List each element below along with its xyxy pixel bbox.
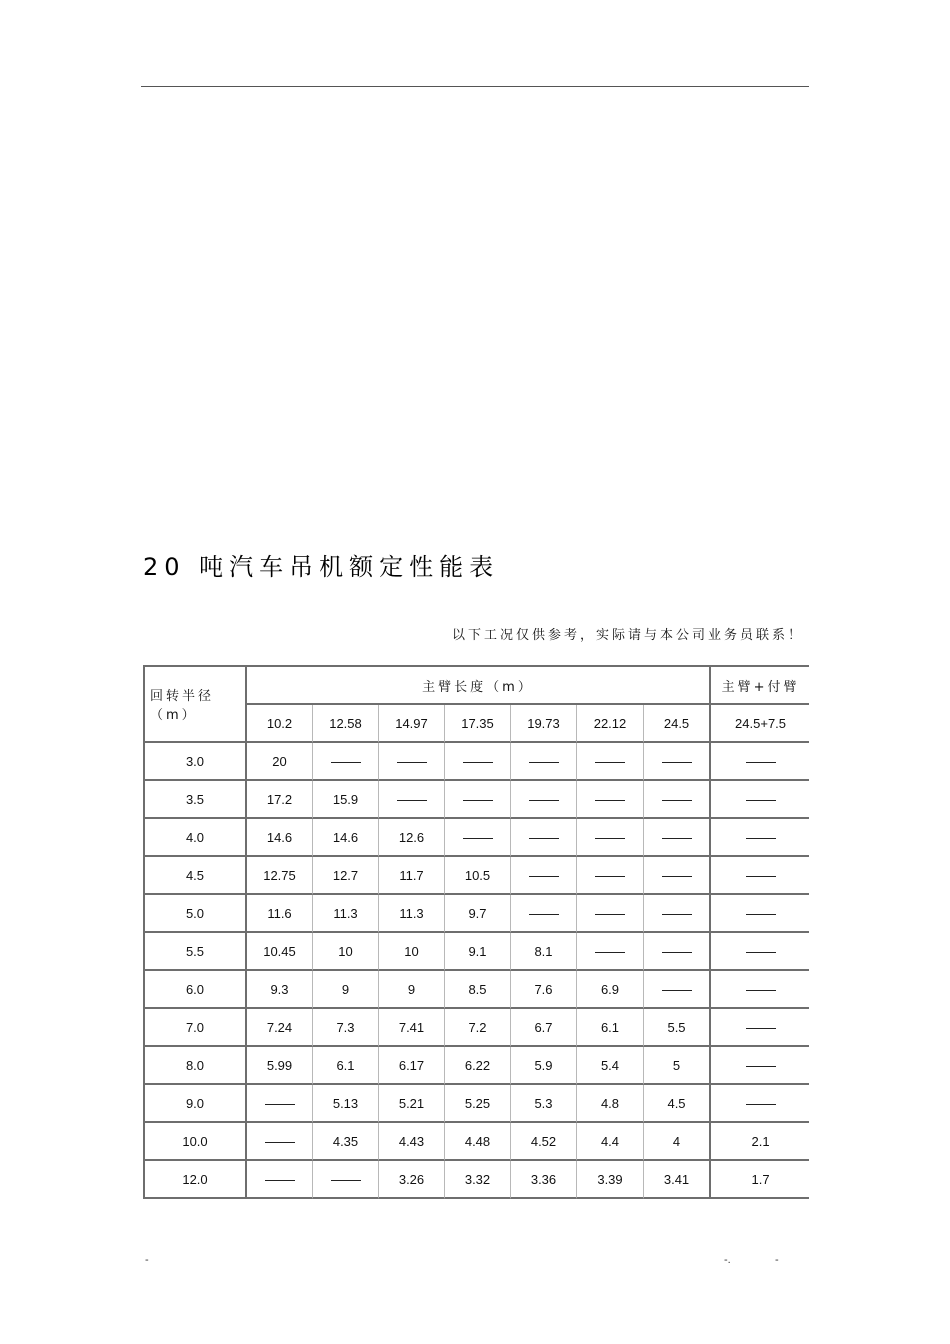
boom-length-header-2: 14.97 — [379, 705, 445, 743]
table-row — [143, 1085, 809, 1123]
capacity-cell: 6.9 — [577, 971, 644, 1009]
capacity-cell: 9.3 — [247, 971, 313, 1009]
capacity-cell: 15.9 — [313, 781, 379, 819]
no-capacity-cell — [711, 781, 809, 819]
capacity-cell: 10.5 — [445, 857, 511, 895]
capacity-cell: 5 — [644, 1047, 711, 1085]
radius-cell: 4.0 — [143, 819, 247, 857]
no-capacity-cell — [247, 1161, 313, 1199]
capacity-cell: 2.1 — [711, 1123, 809, 1161]
no-capacity-cell — [511, 895, 577, 933]
capacity-cell: 4.48 — [445, 1123, 511, 1161]
capacity-cell: 4.5 — [644, 1085, 711, 1123]
capacity-cell: 10 — [379, 933, 445, 971]
no-capacity-cell — [644, 857, 711, 895]
dash-mark — [746, 876, 776, 877]
capacity-cell: 6.1 — [313, 1047, 379, 1085]
capacity-cell: 4.35 — [313, 1123, 379, 1161]
no-capacity-cell — [577, 743, 644, 781]
table-row — [143, 781, 809, 819]
no-capacity-cell — [644, 971, 711, 1009]
radius-cell: 12.0 — [143, 1161, 247, 1199]
capacity-cell: 4.4 — [577, 1123, 644, 1161]
radius-cell: 3.5 — [143, 781, 247, 819]
footer-mark-left: - — [145, 1254, 149, 1266]
no-capacity-cell — [711, 1085, 809, 1123]
table-row — [143, 857, 809, 895]
disclaimer-note: 以下工况仅供参考，实际请与本公司业务员联系！ — [451, 628, 804, 643]
radius-cell: 7.0 — [143, 1009, 247, 1047]
table-header-row-1 — [143, 665, 809, 705]
dash-mark — [529, 876, 559, 877]
no-capacity-cell — [379, 743, 445, 781]
capacity-cell: 7.6 — [511, 971, 577, 1009]
capacity-cell: 4.52 — [511, 1123, 577, 1161]
capacity-cell: 7.2 — [445, 1009, 511, 1047]
dash-mark — [746, 1104, 776, 1105]
no-capacity-cell — [577, 895, 644, 933]
footer-mark-right-b: - — [775, 1254, 779, 1266]
no-capacity-cell — [644, 895, 711, 933]
no-capacity-cell — [711, 971, 809, 1009]
capacity-cell: 9 — [313, 971, 379, 1009]
capacity-cell: 4.43 — [379, 1123, 445, 1161]
performance-table — [143, 665, 809, 1199]
capacity-cell: 5.21 — [379, 1085, 445, 1123]
table-row — [143, 895, 809, 933]
capacity-cell: 5.99 — [247, 1047, 313, 1085]
radius-cell: 5.0 — [143, 895, 247, 933]
dash-mark — [529, 914, 559, 915]
dash-mark — [529, 762, 559, 763]
no-capacity-cell — [313, 743, 379, 781]
capacity-cell: 3.32 — [445, 1161, 511, 1199]
boom-length-group-header: 主臂长度（m） — [247, 665, 711, 705]
boom-length-header-5: 22.12 — [577, 705, 644, 743]
dash-mark — [746, 952, 776, 953]
table-row — [143, 819, 809, 857]
capacity-cell: 5.5 — [644, 1009, 711, 1047]
no-capacity-cell — [711, 933, 809, 971]
capacity-cell: 7.3 — [313, 1009, 379, 1047]
capacity-cell: 5.9 — [511, 1047, 577, 1085]
jib-length-header: 24.5+7.5 — [711, 705, 809, 743]
radius-cell: 5.5 — [143, 933, 247, 971]
capacity-cell: 11.7 — [379, 857, 445, 895]
no-capacity-cell — [511, 857, 577, 895]
radius-cell: 6.0 — [143, 971, 247, 1009]
table-row — [143, 1123, 809, 1161]
boom-length-header-4: 19.73 — [511, 705, 577, 743]
no-capacity-cell — [644, 743, 711, 781]
dash-mark — [746, 1066, 776, 1067]
dash-mark — [595, 838, 625, 839]
dash-mark — [662, 800, 692, 801]
radius-cell: 10.0 — [143, 1123, 247, 1161]
no-capacity-cell — [711, 1047, 809, 1085]
capacity-cell: 5.3 — [511, 1085, 577, 1123]
boom-length-header-1: 12.58 — [313, 705, 379, 743]
capacity-cell: 3.39 — [577, 1161, 644, 1199]
capacity-cell: 10 — [313, 933, 379, 971]
capacity-cell: 8.5 — [445, 971, 511, 1009]
jib-group-header: 主臂+付臂 — [711, 665, 809, 705]
no-capacity-cell — [511, 781, 577, 819]
no-capacity-cell — [247, 1123, 313, 1161]
capacity-cell: 9.1 — [445, 933, 511, 971]
capacity-cell: 7.41 — [379, 1009, 445, 1047]
no-capacity-cell — [445, 743, 511, 781]
performance-table-wrapper — [143, 665, 809, 1206]
capacity-cell: 6.22 — [445, 1047, 511, 1085]
dash-mark — [529, 838, 559, 839]
capacity-cell: 6.1 — [577, 1009, 644, 1047]
no-capacity-cell — [247, 1085, 313, 1123]
dash-mark — [397, 800, 427, 801]
capacity-cell: 12.7 — [313, 857, 379, 895]
dash-mark — [595, 800, 625, 801]
capacity-cell: 17.2 — [247, 781, 313, 819]
dash-mark — [662, 838, 692, 839]
no-capacity-cell — [511, 819, 577, 857]
dash-mark — [746, 914, 776, 915]
dash-mark — [265, 1104, 295, 1105]
dash-mark — [463, 838, 493, 839]
capacity-cell: 11.6 — [247, 895, 313, 933]
radius-cell: 3.0 — [143, 743, 247, 781]
dash-mark — [463, 762, 493, 763]
dash-mark — [265, 1180, 295, 1181]
dash-mark — [662, 952, 692, 953]
capacity-cell: 14.6 — [247, 819, 313, 857]
no-capacity-cell — [445, 819, 511, 857]
capacity-cell: 3.36 — [511, 1161, 577, 1199]
dash-mark — [595, 952, 625, 953]
capacity-cell: 14.6 — [313, 819, 379, 857]
no-capacity-cell — [711, 743, 809, 781]
no-capacity-cell — [711, 857, 809, 895]
dash-mark — [662, 990, 692, 991]
capacity-cell: 10.45 — [247, 933, 313, 971]
no-capacity-cell — [511, 743, 577, 781]
capacity-cell: 12.75 — [247, 857, 313, 895]
dash-mark — [529, 800, 559, 801]
capacity-cell: 5.25 — [445, 1085, 511, 1123]
dash-mark — [746, 800, 776, 801]
radius-cell: 9.0 — [143, 1085, 247, 1123]
dash-mark — [662, 876, 692, 877]
dash-mark — [746, 1028, 776, 1029]
capacity-cell: 20 — [247, 743, 313, 781]
capacity-cell: 1.7 — [711, 1161, 809, 1199]
boom-length-header-6: 24.5 — [644, 705, 711, 743]
radius-cell: 8.0 — [143, 1047, 247, 1085]
capacity-cell: 7.24 — [247, 1009, 313, 1047]
dash-mark — [397, 762, 427, 763]
no-capacity-cell — [445, 781, 511, 819]
dash-mark — [331, 1180, 361, 1181]
table-row — [143, 1161, 809, 1199]
capacity-cell: 12.6 — [379, 819, 445, 857]
table-row — [143, 933, 809, 971]
dash-mark — [746, 838, 776, 839]
no-capacity-cell — [577, 857, 644, 895]
no-capacity-cell — [577, 819, 644, 857]
table-row — [143, 1047, 809, 1085]
no-capacity-cell — [711, 819, 809, 857]
no-capacity-cell — [379, 781, 445, 819]
boom-length-header-3: 17.35 — [445, 705, 511, 743]
header-rule — [141, 86, 809, 87]
capacity-cell: 3.26 — [379, 1161, 445, 1199]
boom-length-header-0: 10.2 — [247, 705, 313, 743]
dash-mark — [662, 914, 692, 915]
table-body — [143, 665, 809, 1199]
table-row — [143, 1009, 809, 1047]
footer-mark-right-a: -. — [724, 1254, 731, 1266]
no-capacity-cell — [644, 819, 711, 857]
dash-mark — [595, 876, 625, 877]
capacity-cell: 9.7 — [445, 895, 511, 933]
dash-mark — [595, 914, 625, 915]
dash-mark — [331, 762, 361, 763]
dash-mark — [265, 1142, 295, 1143]
capacity-cell: 5.4 — [577, 1047, 644, 1085]
capacity-cell: 5.13 — [313, 1085, 379, 1123]
no-capacity-cell — [711, 1009, 809, 1047]
radius-column-header: 回转半径（m） — [143, 665, 247, 743]
no-capacity-cell — [577, 781, 644, 819]
radius-cell: 4.5 — [143, 857, 247, 895]
no-capacity-cell — [644, 781, 711, 819]
capacity-cell: 11.3 — [379, 895, 445, 933]
no-capacity-cell — [313, 1161, 379, 1199]
dash-mark — [746, 762, 776, 763]
no-capacity-cell — [577, 933, 644, 971]
document-title: 20 吨汽车吊机额定性能表 — [143, 553, 500, 581]
capacity-cell: 4 — [644, 1123, 711, 1161]
capacity-cell: 4.8 — [577, 1085, 644, 1123]
dash-mark — [746, 990, 776, 991]
dash-mark — [662, 762, 692, 763]
capacity-cell: 3.41 — [644, 1161, 711, 1199]
capacity-cell: 6.17 — [379, 1047, 445, 1085]
capacity-cell: 9 — [379, 971, 445, 1009]
no-capacity-cell — [644, 933, 711, 971]
capacity-cell: 6.7 — [511, 1009, 577, 1047]
table-row — [143, 971, 809, 1009]
dash-mark — [595, 762, 625, 763]
dash-mark — [463, 800, 493, 801]
capacity-cell: 11.3 — [313, 895, 379, 933]
table-row — [143, 743, 809, 781]
capacity-cell: 8.1 — [511, 933, 577, 971]
no-capacity-cell — [711, 895, 809, 933]
